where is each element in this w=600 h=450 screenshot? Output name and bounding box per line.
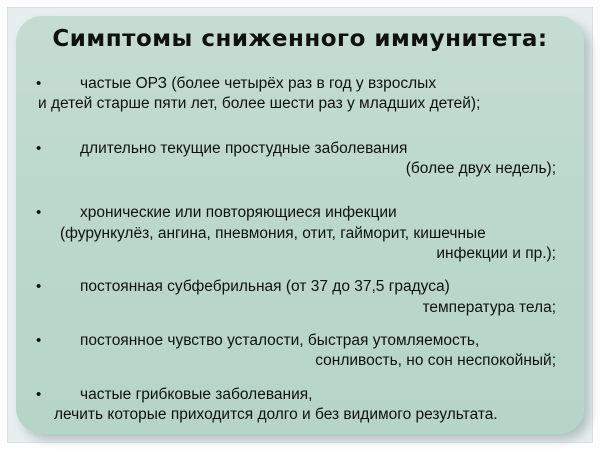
list-item-line: и детей старше пяти лет, более шести раз у младших детей); bbox=[38, 95, 481, 112]
list-item-line: хронические или повторяющиеся инфекции bbox=[80, 204, 397, 221]
list-item-line: температура тела; bbox=[422, 299, 556, 316]
info-card bbox=[16, 16, 584, 434]
list-item-line: частые грибковые заболевания, bbox=[80, 386, 313, 403]
bullet-marker: • bbox=[36, 75, 42, 92]
list-item-line: (более двух недель); bbox=[405, 160, 556, 177]
list-item-line: постоянная субфебрильная (от 37 до 37,5 градуса) bbox=[80, 278, 450, 295]
list-item-line: постоянное чувство усталости, быстрая утомляемость, bbox=[80, 332, 480, 349]
bullet-marker: • bbox=[36, 204, 42, 221]
bullet-marker: • bbox=[36, 140, 42, 157]
bullet-marker: • bbox=[36, 278, 42, 295]
list-item-line: инфекции и пр.); bbox=[436, 245, 556, 262]
card-title: Симптомы сниженного иммунитета: bbox=[52, 26, 548, 52]
list-item-line: сонливость, но сон неспокойный; bbox=[315, 352, 556, 369]
list-item-line: (фурункулёз, ангина, пневмония, отит, гайморит, кишечные bbox=[60, 225, 486, 242]
list-item-line: длительно текущие простудные заболевания bbox=[80, 140, 408, 157]
list-item-line: лечить которые приходится долго и без видимого результата. bbox=[54, 406, 498, 423]
bullet-marker: • bbox=[36, 386, 42, 403]
bullet-marker: • bbox=[36, 332, 42, 349]
list-item-line: частые ОРЗ (более четырёх раз в год у взрослых bbox=[80, 75, 437, 92]
